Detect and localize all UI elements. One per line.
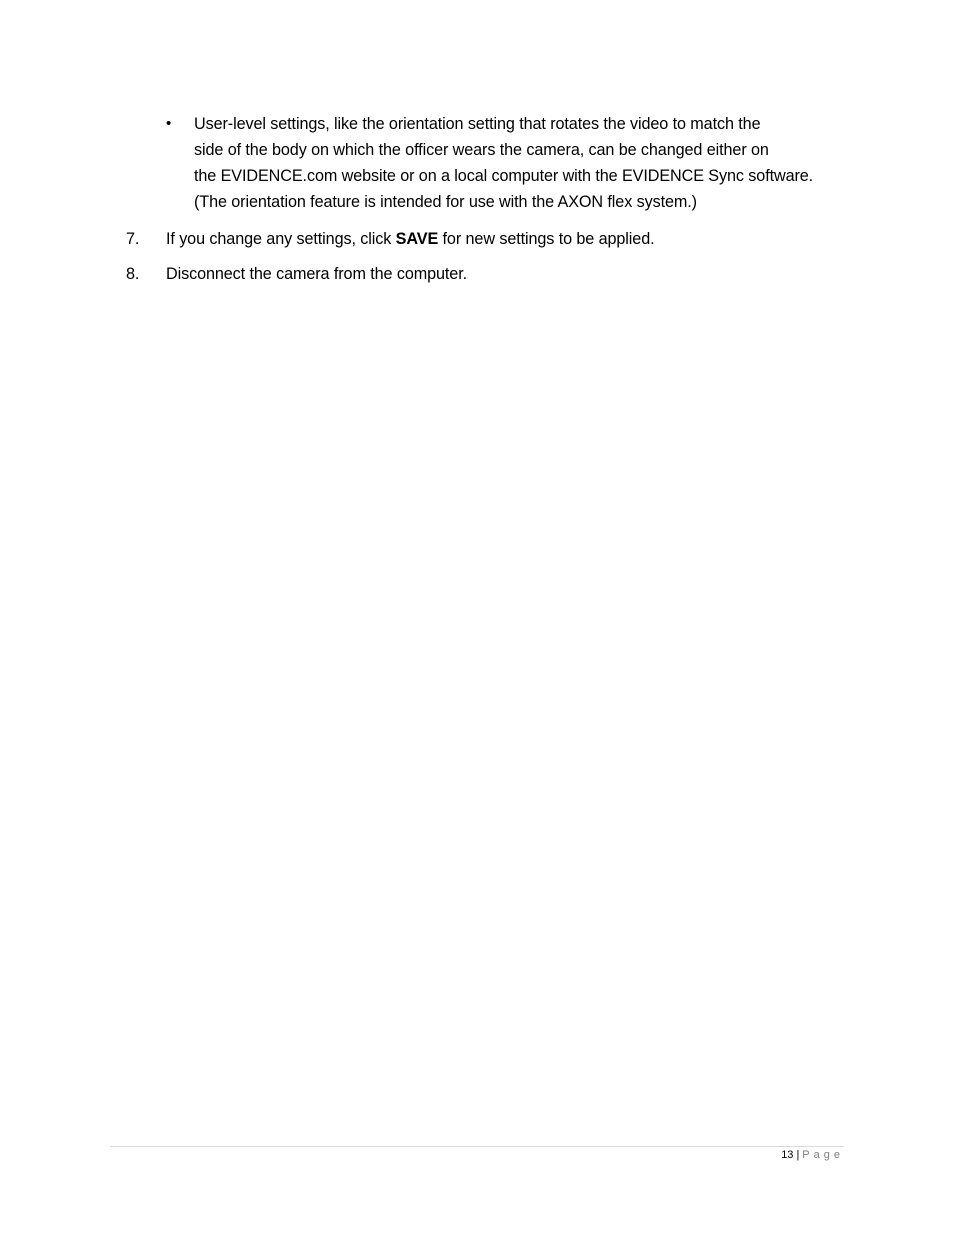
bullet-text bbox=[194, 111, 856, 215]
bullet-icon: • bbox=[166, 115, 172, 132]
footer-divider bbox=[110, 1146, 844, 1147]
save-keyword: SAVE bbox=[395, 230, 439, 248]
step-number: 8. bbox=[126, 265, 140, 283]
bullet-line: (The orientation feature is intended for use with the AXON flex system.) bbox=[194, 193, 697, 211]
step-text-before: If you change any settings, click bbox=[166, 230, 396, 248]
bullet-item-user-level-settings bbox=[166, 111, 856, 215]
page-label: Page bbox=[802, 1149, 844, 1161]
bullet-line: side of the body on which the officer wears the camera, can be changed either on bbox=[194, 141, 769, 159]
step-number: 7. bbox=[126, 230, 140, 248]
step-text bbox=[166, 226, 655, 252]
bullet-line: User-level settings, like the orientation setting that rotates the video to match the bbox=[194, 115, 761, 133]
bullet-line: the EVIDENCE.com website or on a local computer with the EVIDENCE Sync software. bbox=[194, 167, 814, 185]
page-number: 13 bbox=[781, 1149, 794, 1161]
footer-separator: | bbox=[796, 1149, 800, 1161]
page-footer bbox=[781, 1147, 844, 1163]
step-text-after: for new settings to be applied. bbox=[438, 230, 655, 248]
step-text: Disconnect the camera from the computer. bbox=[166, 265, 468, 283]
